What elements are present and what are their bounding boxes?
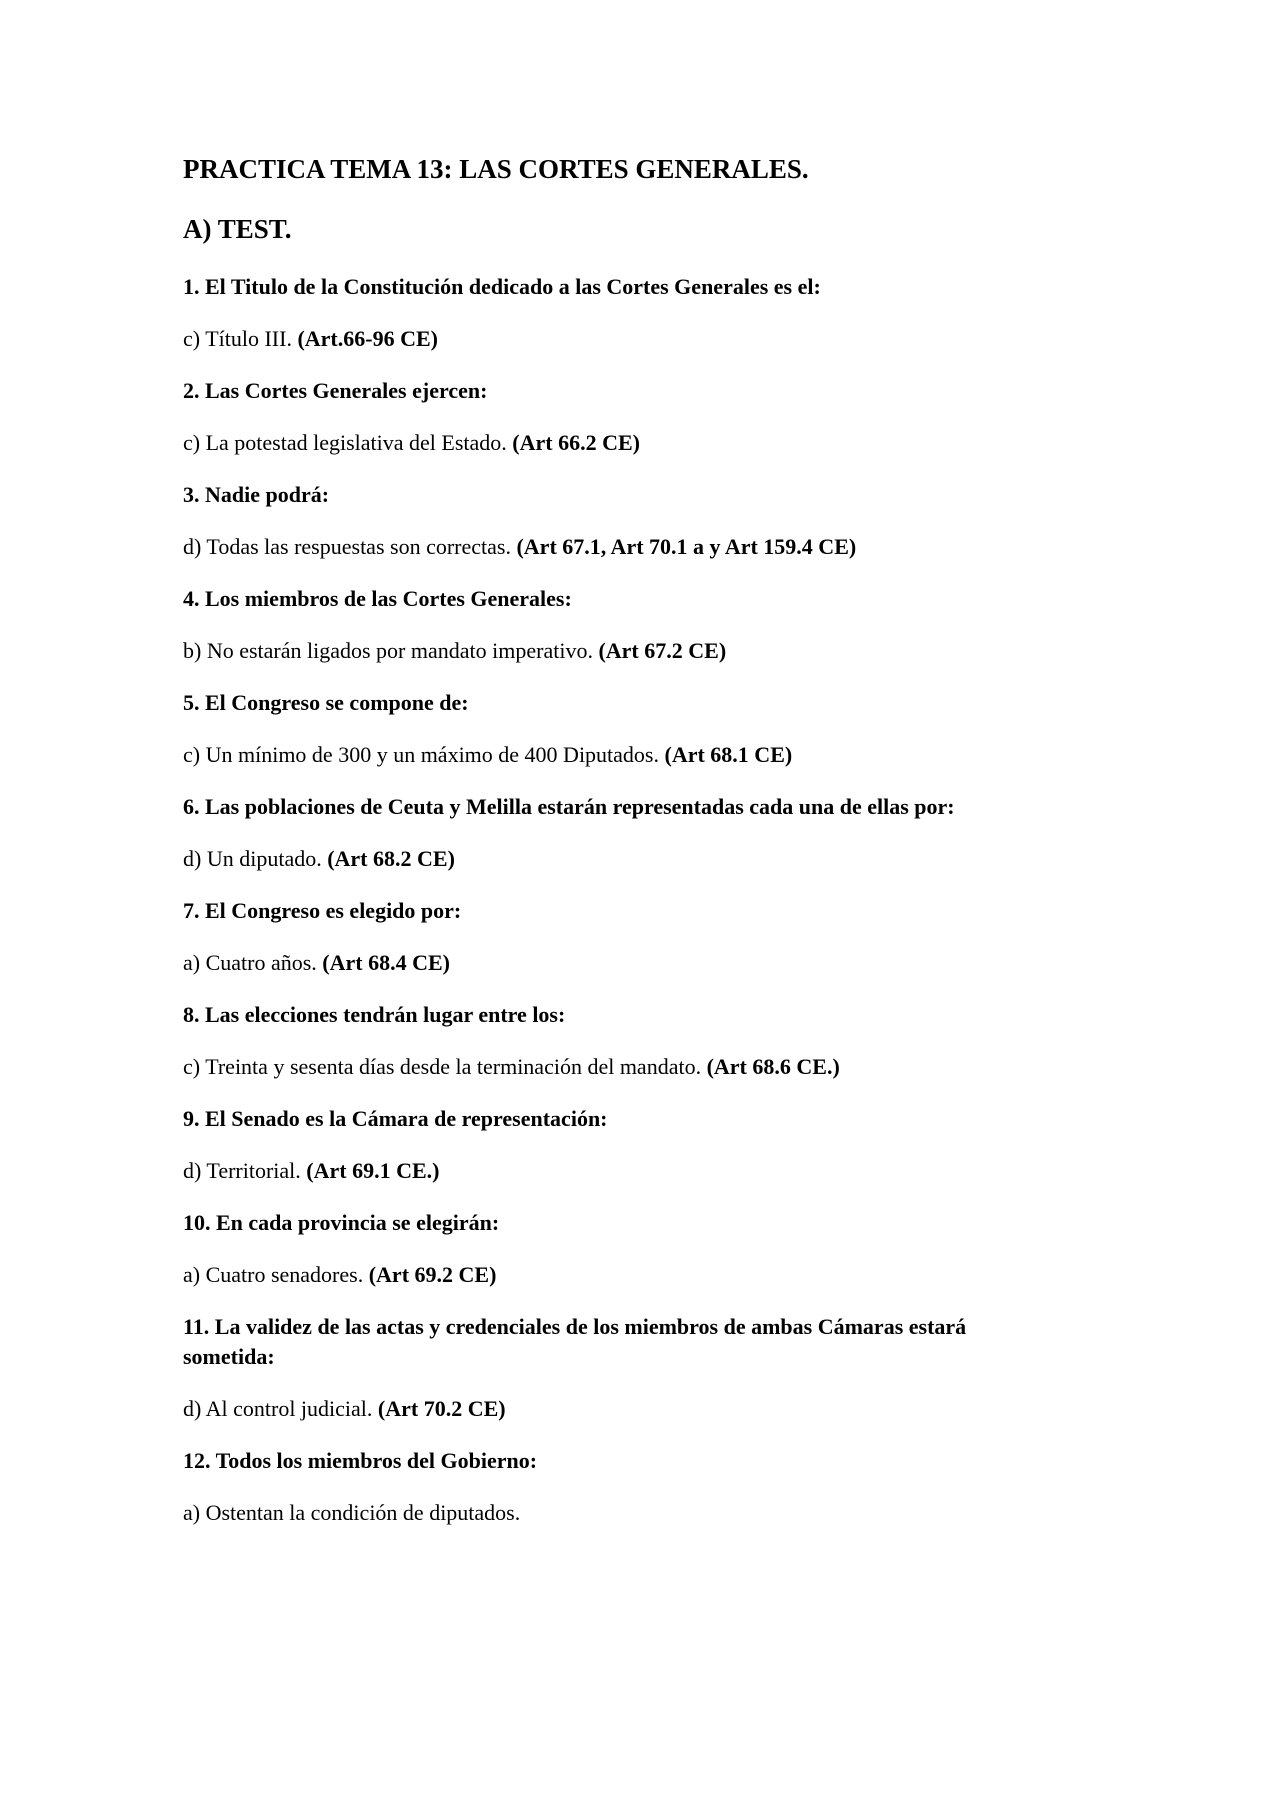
answer-text (183, 1394, 1083, 1424)
article-reference: (Art 66.2 CE) (512, 430, 640, 455)
answer-text (183, 428, 1083, 458)
question-text: 5. El Congreso se compone de: (183, 690, 469, 715)
article-reference: (Art 67.2 CE) (598, 638, 727, 663)
question-text: 2. Las Cortes Generales ejercen: (183, 378, 488, 403)
answer-option: b) No estarán ligados por mandato imperativo. (183, 638, 599, 663)
answer-text (183, 324, 1083, 354)
question-text: 8. Las elecciones tendrán lugar entre los: (183, 1002, 566, 1027)
question-item-8 (183, 1000, 1083, 1082)
question-item-2 (183, 376, 1083, 458)
answer-text (183, 1052, 1083, 1082)
answer-text (183, 948, 1083, 978)
question-item-6 (183, 792, 1083, 874)
answer-option: a) Cuatro senadores. (183, 1262, 369, 1287)
answer-option: d) Todas las respuestas son correctas. (183, 534, 517, 559)
article-reference: (Art 70.2 CE) (377, 1396, 506, 1421)
answer-option: c) Un mínimo de 300 y un máximo de 400 Diputados. (183, 742, 665, 767)
article-reference: (Art 69.1 CE.) (306, 1158, 440, 1183)
article-reference: (Art 68.6 CE.) (706, 1054, 840, 1079)
question-text: 9. El Senado es la Cámara de representación: (183, 1106, 608, 1131)
article-reference: (Art 67.1, Art 70.1 a y Art 159.4 CE) (516, 534, 857, 559)
answer-option: c) Título III. (183, 326, 298, 351)
answer-option: c) La potestad legislativa del Estado. (183, 430, 513, 455)
answer-text (183, 1260, 1083, 1290)
document-title: PRACTICA TEMA 13: LAS CORTES GENERALES. (183, 154, 809, 184)
question-item-7 (183, 896, 1083, 978)
question-item-9 (183, 1104, 1083, 1186)
answer-option: a) Cuatro años. (183, 950, 323, 975)
answer-option: a) Ostentan la condición de diputados. (183, 1500, 521, 1525)
answer-option: c) Treinta y sesenta días desde la terminación del mandato. (183, 1054, 707, 1079)
answer-option: d) Territorial. (183, 1158, 307, 1183)
answer-text (183, 1156, 1083, 1186)
question-text: 1. El Titulo de la Constitución dedicado a las Cortes Generales es el: (183, 274, 821, 299)
answer-text (183, 1498, 1083, 1528)
answer-text (183, 740, 1083, 770)
question-item-4 (183, 584, 1083, 666)
question-text: 3. Nadie podrá: (183, 482, 330, 507)
question-text: 12. Todos los miembros del Gobierno: (183, 1448, 538, 1473)
question-item-1 (183, 272, 1083, 354)
question-text: 4. Los miembros de las Cortes Generales: (183, 586, 572, 611)
answer-text (183, 844, 1083, 874)
question-item-12 (183, 1446, 1083, 1528)
article-reference: (Art 68.4 CE) (322, 950, 450, 975)
question-item-5 (183, 688, 1083, 770)
article-reference: (Art 68.2 CE) (327, 846, 455, 871)
answer-option: d) Un diputado. (183, 846, 328, 871)
question-item-11 (183, 1312, 1083, 1424)
article-reference: (Art 68.1 CE) (664, 742, 793, 767)
question-item-3 (183, 480, 1083, 562)
question-list (183, 272, 1083, 1528)
document-page (183, 150, 1083, 1550)
answer-option: d) Al control judicial. (183, 1396, 378, 1421)
answer-text (183, 532, 1083, 562)
question-text: 10. En cada provincia se elegirán: (183, 1210, 500, 1235)
article-reference: (Art.66-96 CE) (297, 326, 438, 351)
article-reference: (Art 69.2 CE) (368, 1262, 497, 1287)
question-text: 7. El Congreso es elegido por: (183, 898, 462, 923)
question-text: 11. La validez de las actas y credenciales de los miembros de ambas Cámaras estará sometida: (183, 1314, 967, 1369)
answer-text (183, 636, 1083, 666)
question-item-10 (183, 1208, 1083, 1290)
question-text: 6. Las poblaciones de Ceuta y Melilla estarán representadas cada una de ellas por: (183, 794, 955, 819)
section-title: A) TEST. (183, 214, 292, 244)
